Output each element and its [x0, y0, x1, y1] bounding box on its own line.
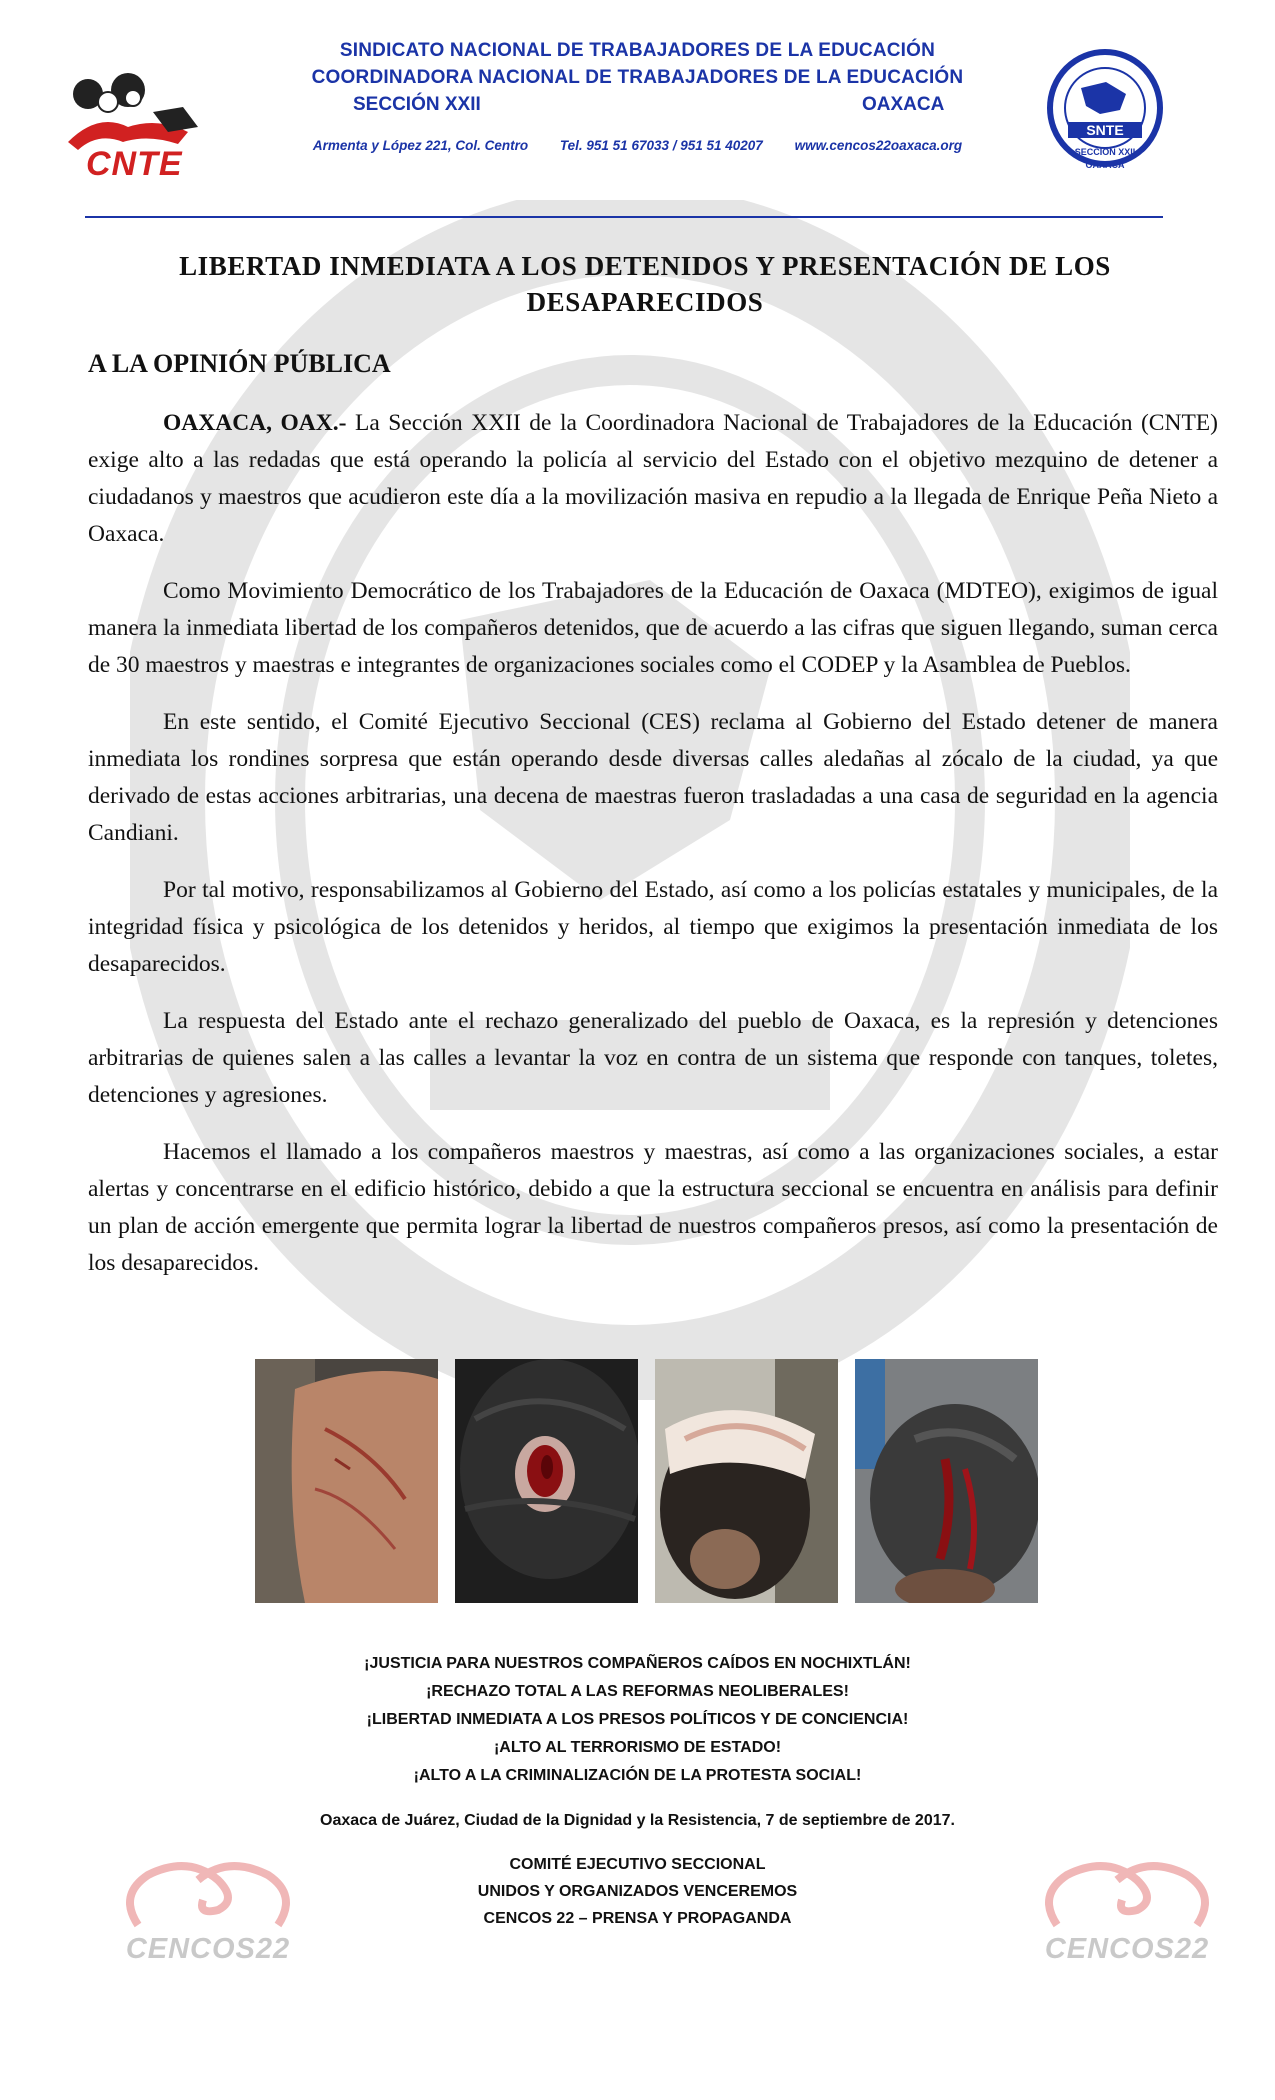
cnte-logo-text: CNTE — [86, 145, 183, 183]
injury-photo-arm — [255, 1359, 438, 1603]
paragraph: La respuesta del Estado ante el rechazo generalizado del pueblo de Oaxaca, es la represión y detenciones arbitrarias de quienes salen a las calles a levantar la voz en contra de un sistema que responde con tanques, toletes, detenciones y agresiones. — [88, 1008, 1218, 1108]
snte-logo-sub2: OAXACA — [1085, 160, 1125, 170]
slogan: ¡ALTO AL TERRORISMO DE ESTADO! — [493, 1739, 782, 1756]
slogan: ¡ALTO A LA CRIMINALIZACIÓN DE LA PROTESTA SOCIAL! — [413, 1767, 862, 1784]
dateline: OAXACA, OAX.- — [163, 410, 347, 436]
cencos-logo-right — [1027, 1855, 1227, 1965]
header-union-line1: SINDICATO NACIONAL DE TRABAJADORES DE LA EDUCACIÓN — [339, 40, 936, 61]
photo-strip — [255, 1359, 1045, 1603]
slogans-list — [0, 1650, 1275, 1790]
injury-photo-head-wound — [455, 1359, 638, 1603]
injury-photo-bleeding-head — [855, 1359, 1038, 1603]
press-office: CENCOS 22 – PRENSA Y PROPAGANDA — [483, 1910, 792, 1927]
snte-logo-sub1: SECCION XXII — [1074, 147, 1136, 157]
place-date: Oaxaca de Juárez, Ciudad de la Dignidad y la Resistencia, 7 de septiembre de 2017. — [320, 1812, 955, 1829]
header-contact — [0, 138, 1275, 153]
salutation: A LA OPINIÓN PÚBLICA — [88, 349, 391, 378]
paragraph: En este sentido, el Comité Ejecutivo Seccional (CES) reclama al Gobierno del Estado detener de manera inmediata los rondines sorpresa que están operando desde diversas calles aledañas al zócalo de la ciudad, ya que derivado de estas acciones arbitrarias, una decena de maestras fueron trasladadas a una casa de seguridad en la agencia Candiani. — [88, 709, 1218, 846]
injury-photo-bandage — [655, 1359, 838, 1603]
header-phone: Tel. 951 51 67033 / 951 51 40207 — [559, 138, 763, 153]
header-section: SECCIÓN XXII — [353, 94, 481, 115]
slogan: ¡RECHAZO TOTAL A LAS REFORMAS NEOLIBERALES! — [426, 1683, 849, 1700]
header-union-line2: COORDINADORA NACIONAL DE TRABAJADORES DE LA EDUCACIÓN — [311, 67, 964, 88]
paragraph: Como Movimiento Democrático de los Trabajadores de la Educación de Oaxaca (MDTEO), exigimos de igual manera la inmediata libertad de los compañeros detenidos, que de acuerdo a las cifras que siguen llegando, suman cerca de 30 maestros y maestras e integrantes de organizaciones sociales como el CODEP y la Asamblea de Pueblos. — [88, 578, 1218, 678]
committee-name: COMITÉ EJECUTIVO SECCIONAL — [509, 1856, 766, 1873]
cencos-logo-text: CENCOS22 — [1044, 1933, 1210, 1965]
header-state: OAXACA — [862, 94, 945, 115]
document-body — [88, 405, 1218, 1302]
paragraph: Hacemos el llamado a los compañeros maestros y maestras, así como a las organizaciones sociales, a estar alertas y concentrarse en el edificio histórico, debido a que la estructura seccional se encuentra en análisis para definir un plan de acción emergente que permita lograr la libertad de nuestros compañeros presos, así como la presentación de los desaparecidos. — [88, 1139, 1218, 1276]
cencos-logo-left — [108, 1855, 308, 1965]
paragraph: OAXACA, OAX.- La Sección XXII de la Coordinadora Nacional de Trabajadores de la Educación (CNTE) exige alto a las redadas que está operando la policía al servicio del Estado con el objetivo mezquino de detener a ciudadanos y maestros que acudieron este día a la movilización masiva en repudio a la llegada de Enrique Peña Nieto a Oaxaca. — [88, 410, 1218, 547]
slogan: ¡LIBERTAD INMEDIATA A LOS PRESOS POLÍTICOS Y DE CONCIENCIA! — [366, 1711, 909, 1728]
snte-logo-label: SNTE — [1086, 122, 1124, 138]
slogan: ¡JUSTICIA PARA NUESTROS COMPAÑEROS CAÍDOS EN NOCHIXTLÁN! — [364, 1655, 911, 1672]
paragraph: Por tal motivo, responsabilizamos al Gobierno del Estado, así como a los policías estatales y municipales, de la integridad física y psicológica de los detenidos y heridos, al tiempo que exigimos la presentación inmediata de los desaparecidos. — [88, 877, 1218, 977]
cencos-logo-text: CENCOS22 — [125, 1933, 291, 1965]
header-divider — [85, 216, 1163, 218]
cencos-swirl-icon — [108, 1855, 308, 1935]
document-title: LIBERTAD INMEDIATA A LOS DETENIDOS Y PRESENTACIÓN DE LOS DESAPARECIDOS — [179, 251, 1111, 317]
cencos-swirl-icon — [1027, 1855, 1227, 1935]
header-address: Armenta y López 221, Col. Centro — [312, 138, 529, 153]
motto: UNIDOS Y ORGANIZADOS VENCEREMOS — [477, 1883, 798, 1900]
header-website[interactable]: www.cencos22oaxaca.org — [794, 138, 963, 153]
